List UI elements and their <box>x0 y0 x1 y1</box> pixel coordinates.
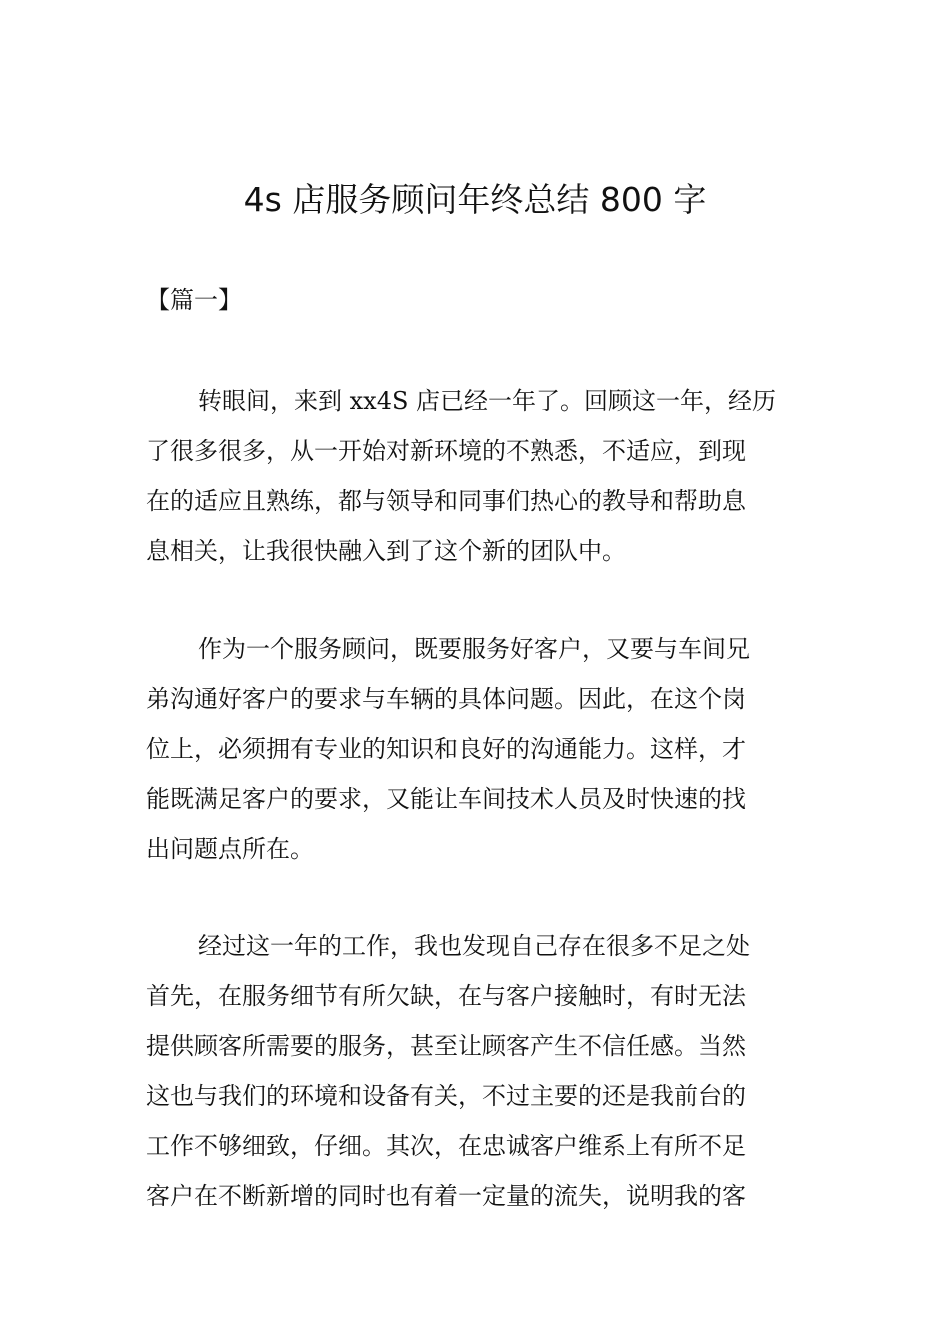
paragraph-line: 息相关，让我很快融入到了这个新的团队中。 <box>146 537 626 565</box>
paragraph-line: 这也与我们的环境和设备有关，不过主要的还是我前台的 <box>146 1082 746 1110</box>
section-label: 【篇一】 <box>146 286 242 314</box>
paragraph-line: 客户在不断新增的同时也有着一定量的流失，说明我的客 <box>146 1182 746 1210</box>
paragraph-line: 首先，在服务细节有所欠缺，在与客户接触时，有时无法 <box>146 982 746 1010</box>
document-title: 4s 店服务顾问年终总结 800 字 <box>243 180 707 219</box>
paragraph-line: 了很多很多，从一开始对新环境的不熟悉，不适应，到现 <box>146 437 746 465</box>
paragraph-line: 作为一个服务顾问，既要服务好客户，又要与车间兄 <box>198 635 750 663</box>
paragraph-line: 经过这一年的工作，我也发现自己存在很多不足之处 <box>198 932 750 960</box>
paragraph-line: 工作不够细致，仔细。其次，在忠诚客户维系上有所不足 <box>146 1132 746 1160</box>
paragraph-line: 在的适应且熟练，都与领导和同事们热心的教导和帮助息 <box>146 487 746 515</box>
paragraph-line: 位上，必须拥有专业的知识和良好的沟通能力。这样，才 <box>146 735 746 763</box>
paragraph-2 <box>146 624 806 874</box>
paragraph-1 <box>146 376 806 576</box>
paragraph-line: 能既满足客户的要求，又能让车间技术人员及时快速的找 <box>146 785 746 813</box>
paragraph-3 <box>146 921 806 1221</box>
paragraph-line: 提供顾客所需要的服务，甚至让顾客产生不信任感。当然 <box>146 1032 746 1060</box>
paragraph-line: 弟沟通好客户的要求与车辆的具体问题。因此，在这个岗 <box>146 685 746 713</box>
paragraph-line: 转眼间，来到 xx4S 店已经一年了。回顾这一年，经历 <box>198 387 777 415</box>
paragraph-line: 出问题点所在。 <box>146 835 314 863</box>
